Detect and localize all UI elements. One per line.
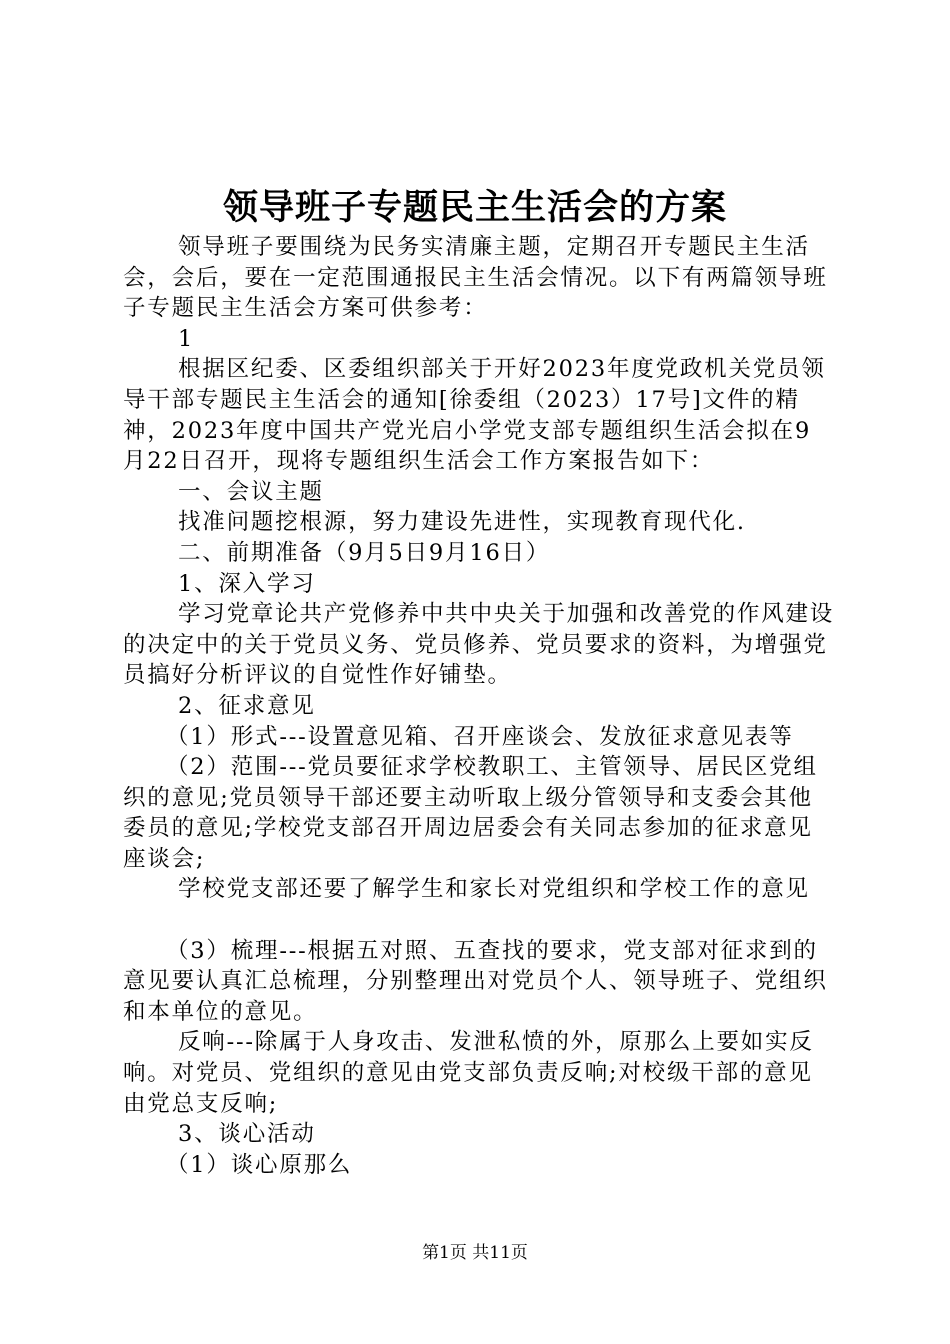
heading-meeting-theme: 一、会议主题 xyxy=(178,478,324,505)
opinions-scope-item: （2）范围---党员要征求学校教职工、主管领导、居民区党组织的意见;党员领导干部还要主动听取上级分管领导和支委会其他委员的意见;学校党支部召开周边居委会有关同志参加的征求意见座谈会; xyxy=(123,754,818,872)
heading-opinions: 2、征求意见 xyxy=(178,692,316,719)
talk-principle-item: （1）谈心原那么 xyxy=(166,1151,353,1178)
opinions-form-item: （1）形式---设置意见箱、召开座谈会、发放征求意见表等 xyxy=(166,723,794,750)
heading-study: 1、深入学习 xyxy=(178,570,316,597)
meeting-theme-text: 找准问题挖根源，努力建设先进性，实现教育现代化. xyxy=(178,509,746,536)
heading-preparation: 二、前期准备（9月5日9月16日） xyxy=(178,539,551,566)
opinions-sort-item: （3）梳理---根据五对照、五查找的要求，党支部对征求到的意见要认真汇总梳理，分别整理出对党员个人、领导班子、党组织和本单位的意见。 xyxy=(123,937,828,1025)
students-parents-paragraph: 学校党支部还要了解学生和家长对党组织和学校工作的意见 xyxy=(178,876,810,903)
heading-talk-activity: 3、谈心活动 xyxy=(178,1121,316,1148)
document-title: 领导班子专题民主生活会的方案 xyxy=(222,187,727,228)
page-indicator: 第1页 共11页 xyxy=(422,1243,528,1263)
notice-paragraph: 根据区纪委、区委组织部关于开好2023年度党政机关党员领导干部专题民主生活会的通知[徐委组（2023）17号]文件的精神，2023年度中国共产党光启小学党支部专题组织生活会拟在9月22日召开，现将专题组织生活会工作方案报告如下： xyxy=(123,356,826,475)
study-paragraph: 学习党章论共产党修养中共中央关于加强和改善党的作风建设的决定中的关于党员义务、党员修养、党员要求的资料，为增强党员搞好分析评议的自觉性作好铺垫。 xyxy=(123,601,835,689)
document-body xyxy=(123,232,835,1180)
section-number: 1 xyxy=(178,325,195,352)
feedback-paragraph: 反响---除属于人身攻击、发泄私愤的外，原那么上要如实反响。对党员、党组织的意见由党支部负责反响;对校级干部的意见由党总支反响; xyxy=(123,1029,814,1117)
intro-paragraph: 领导班子要围绕为民务实清廉主题，定期召开专题民主生活会，会后，要在一定范围通报民主生活会情况。以下有两篇领导班子专题民主生活会方案可供参考： xyxy=(123,234,828,322)
